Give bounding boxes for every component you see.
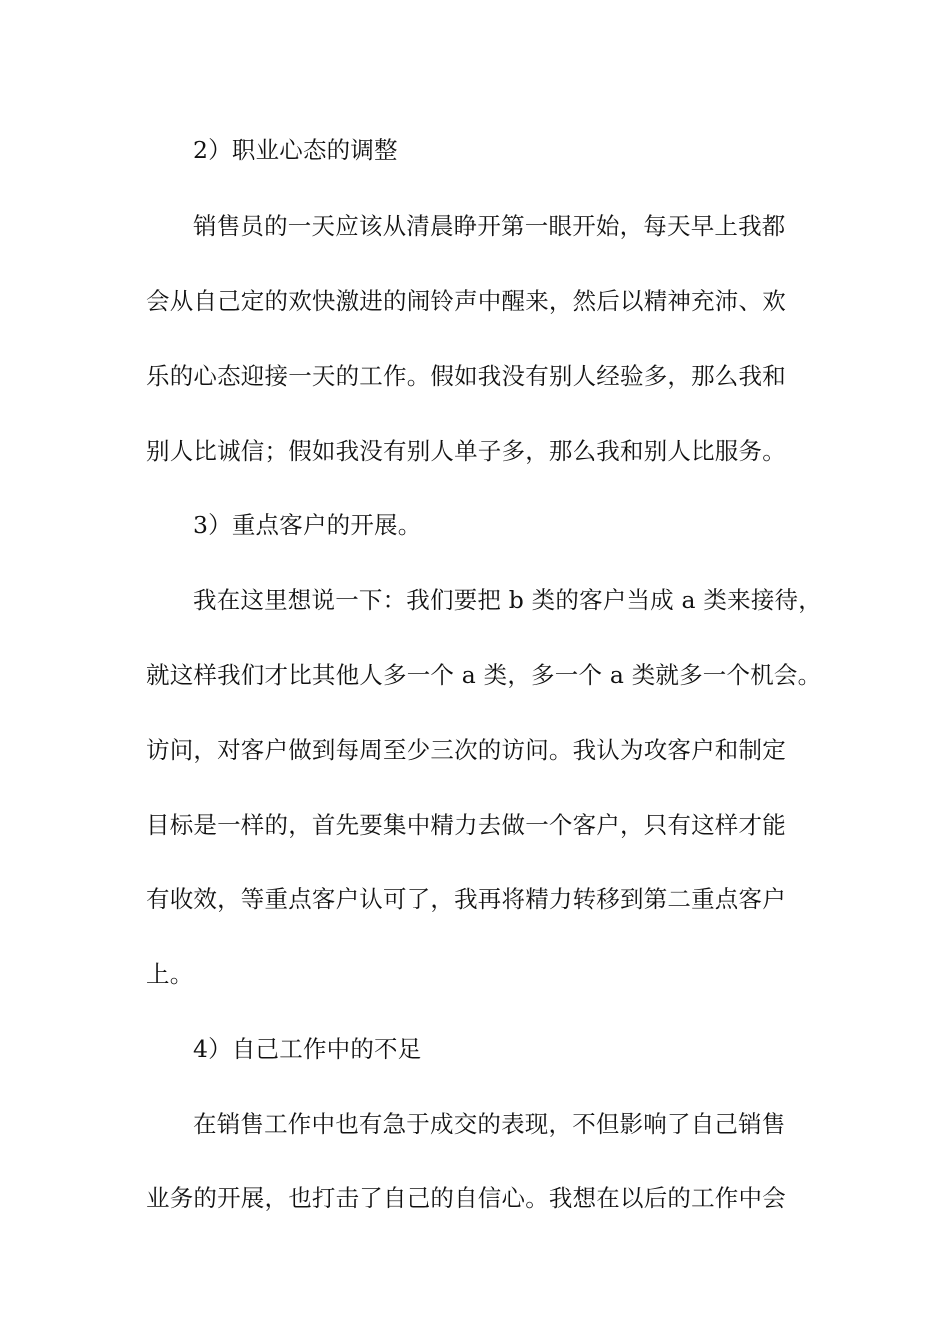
paragraph-line: 销售员的一天应该从清晨睁开第一眼开始，每天早上我都 <box>193 212 786 240</box>
paragraph-line: 就这样我们才比其他人多一个 a 类，多一个 a 类就多一个机会。 <box>146 661 822 689</box>
paragraph-line: 上。 <box>146 960 194 988</box>
paragraph-line: 别人比诚信；假如我没有别人单子多，那么我和别人比服务。 <box>146 437 786 465</box>
paragraph-line: 访问，对客户做到每周至少三次的访问。我认为攻客户和制定 <box>146 736 786 764</box>
paragraph-line: 在销售工作中也有急于成交的表现，不但影响了自己销售 <box>193 1110 786 1138</box>
paragraph-line: 目标是一样的，首先要集中精力去做一个客户，只有这样才能 <box>146 811 786 839</box>
section-heading-key-clients: 3）重点客户的开展。 <box>193 511 422 539</box>
paragraph-line: 我在这里想说一下：我们要把 b 类的客户当成 a 类来接待， <box>193 586 822 614</box>
paragraph-line: 会从自己定的欢快激进的闹铃声中醒来，然后以精神充沛、欢 <box>146 287 786 315</box>
section-heading-shortcomings: 4）自己工作中的不足 <box>193 1035 422 1063</box>
section-heading-career-mindset: 2）职业心态的调整 <box>193 136 398 164</box>
paragraph-line: 业务的开展，也打击了自己的自信心。我想在以后的工作中会 <box>146 1184 786 1212</box>
paragraph-line: 有收效，等重点客户认可了，我再将精力转移到第二重点客户 <box>146 885 786 913</box>
paragraph-line: 乐的心态迎接一天的工作。假如我没有别人经验多，那么我和 <box>146 362 786 390</box>
